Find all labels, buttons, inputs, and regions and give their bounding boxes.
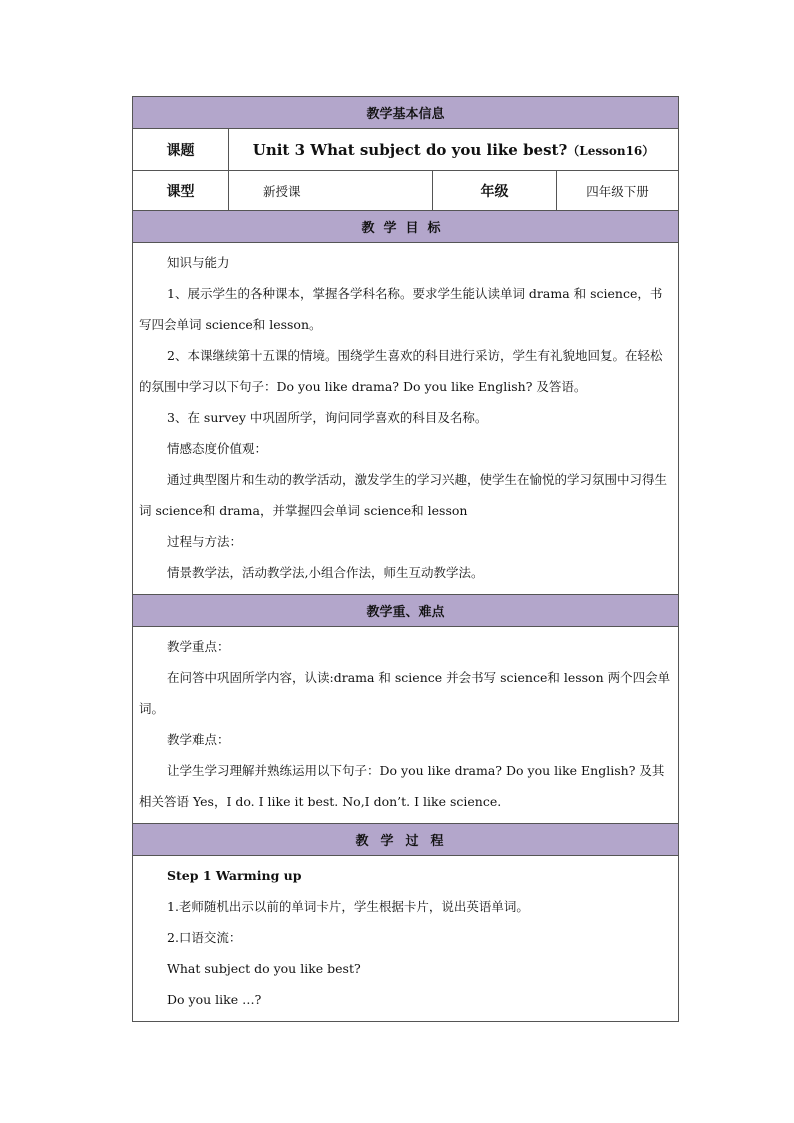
basic-info-header: 教学基本信息 [133, 97, 679, 129]
objectives-line: 情景教学法，活动教学法,小组合作法，师生互动教学法。 [167, 565, 484, 580]
topic-value [229, 129, 679, 171]
keypoints-line: 让学生学习理解并熟练运用以下句子：Do you like drama? Do you like English? 及其相关答语 Yes，I do. I like it best. No,I don’t. I like science. [139, 763, 665, 809]
objectives-header: 教学目标 [133, 211, 679, 243]
grade-label: 年级 [433, 171, 557, 211]
keypoints-body [133, 627, 679, 824]
objectives-line: 通过典型图片和生动的教学活动，激发学生的学习兴趣，使学生在愉悦的学习氛围中习得生词 science和 drama，并掌握四会单词 science和 lesson [139, 472, 668, 518]
keypoints-line: 教学重点： [167, 639, 230, 654]
keypoints-line: 在问答中巩固所学内容，认读:drama 和 science 并会书写 science和 lesson 两个四会单词。 [139, 670, 671, 716]
objectives-line: 3、在 survey 中巩固所学，询问同学喜欢的科目及名称。 [167, 410, 488, 425]
objectives-line: 2、本课继续第十五课的情境。围绕学生喜欢的科目进行采访，学生有礼貌地回复。在轻松的氛围中学习以下句子：Do you like drama? Do you like English? 及答语。 [139, 348, 663, 394]
process-line: 1.老师随机出示以前的单词卡片，学生根据卡片，说出英语单词。 [167, 899, 529, 914]
objectives-line: 情感态度价值观： [167, 441, 268, 456]
topic-lesson: （Lesson16） [567, 143, 655, 158]
process-body [133, 856, 679, 1022]
type-value: 新授课 [229, 171, 433, 211]
process-step-title: Step 1 Warming up [167, 868, 302, 883]
keypoints-header: 教学重、难点 [133, 595, 679, 627]
objectives-line: 知识与能力 [167, 255, 230, 270]
keypoints-line: 教学难点： [167, 732, 230, 747]
process-line: 2.口语交流： [167, 930, 242, 945]
process-line: Do you like …? [167, 992, 262, 1007]
grade-value: 四年级下册 [557, 171, 679, 211]
lesson-plan-document [132, 96, 678, 1022]
objectives-body [133, 243, 679, 595]
type-label: 课型 [133, 171, 229, 211]
topic-label: 课题 [133, 129, 229, 171]
objectives-line: 过程与方法： [167, 534, 243, 549]
process-header: 教学过程 [133, 824, 679, 856]
topic-title: Unit 3 What subject do you like best? [252, 140, 568, 159]
lesson-plan-table [132, 96, 679, 1022]
objectives-line: 1、展示学生的各种课本，掌握各学科名称。要求学生能认读单词 drama 和 science，书写四会单词 science和 lesson。 [139, 286, 663, 332]
process-line: What subject do you like best? [167, 961, 361, 976]
